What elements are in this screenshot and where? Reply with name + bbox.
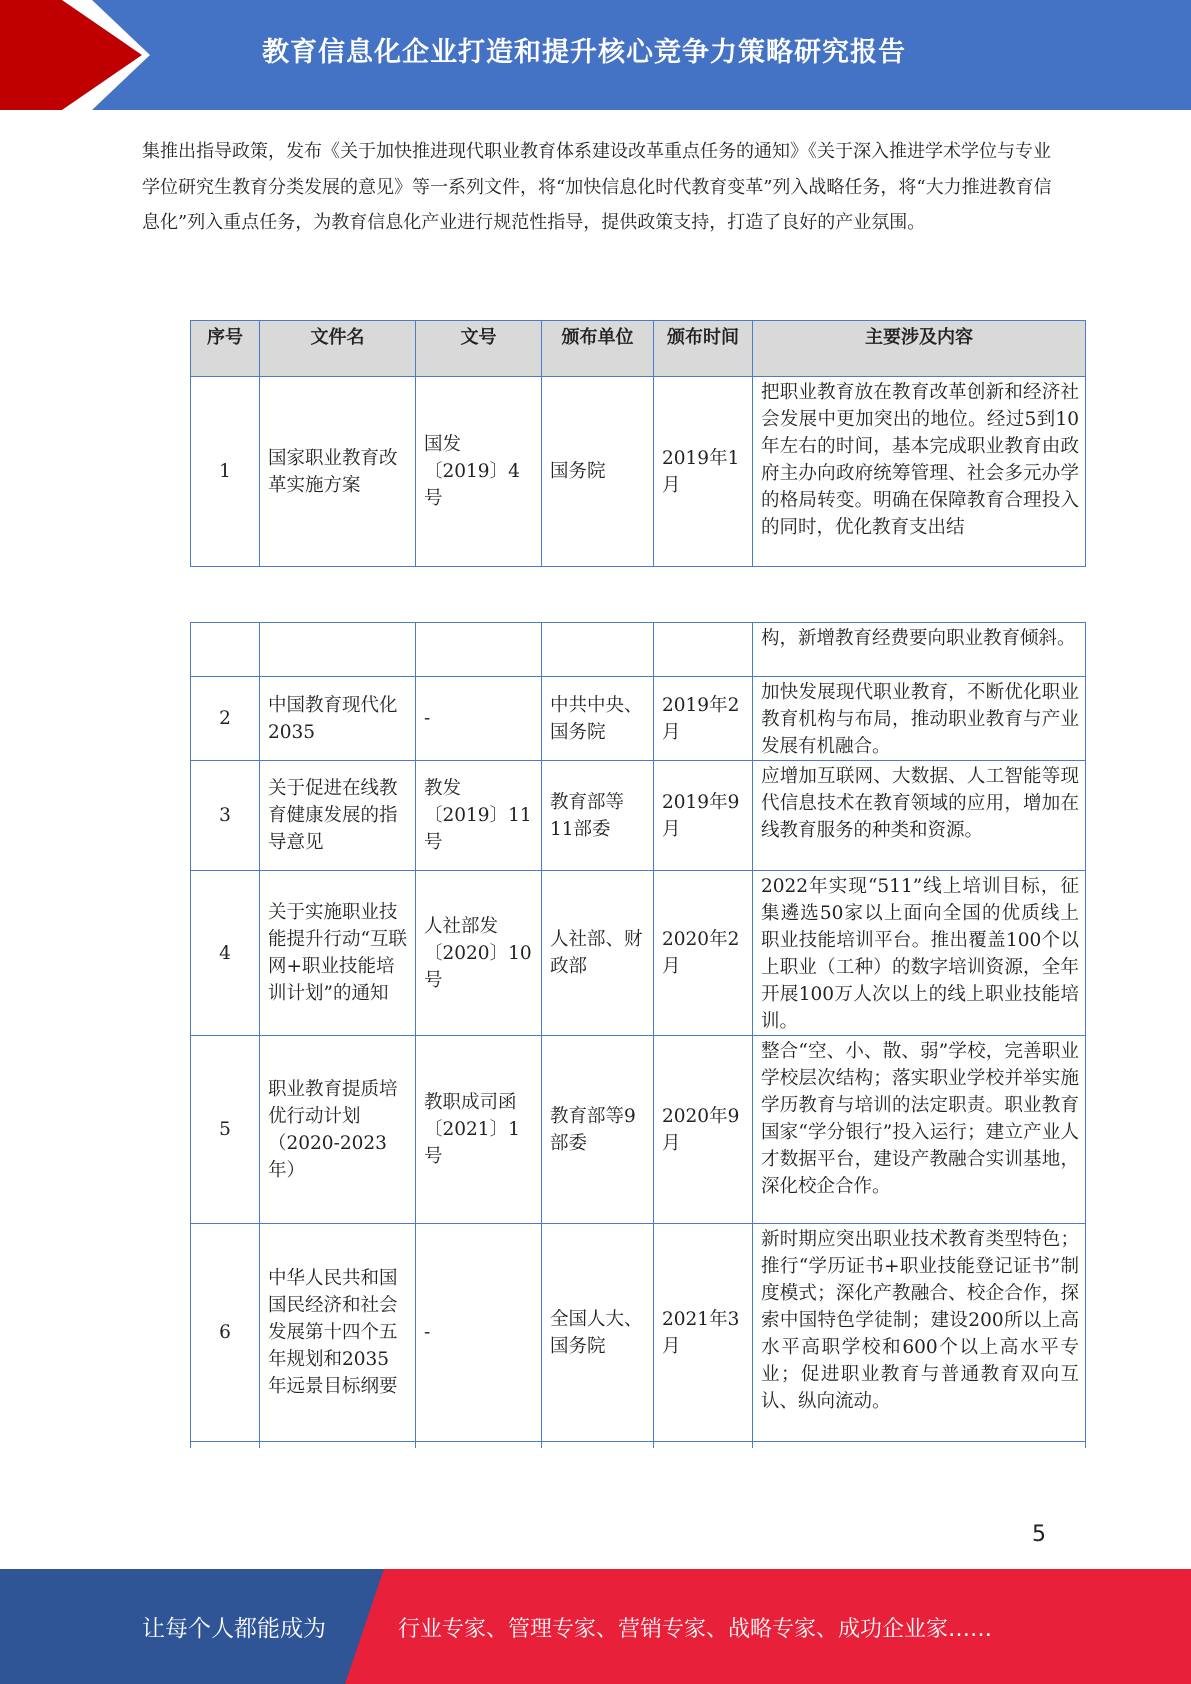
header-no: 序号	[191, 321, 260, 377]
header-doc-no: 文号	[416, 321, 542, 377]
footer-slogan-left: 让每个人都能成为	[142, 1616, 326, 1642]
row-date: 2020年9月	[654, 1036, 753, 1224]
intro-text: 集推出指导政策，发布《关于加快推进现代职业教育体系建设改革重点任务的通知》《关于深入推进学术学位与专业学位研究生教育分类发展的意见》等一系列文件，将“加快信息化时代教育变革”列入战略任务，将“大力推进教育信息化”列入重点任务，为教育信息化产业进行规范性指导，提供政策支持，打造了良好的产业氛围。	[142, 141, 1052, 233]
row-name: 中国教育现代化2035	[260, 677, 416, 761]
table-row	[191, 377, 1086, 567]
row-no	[191, 623, 260, 677]
page-number: 5	[1032, 1522, 1046, 1547]
row-doc-no: 国发〔2019〕4号	[416, 377, 542, 567]
row-doc-no: 人社部发〔2020〕10号	[416, 871, 542, 1036]
row-issuer: 教育部等9部委	[542, 1036, 654, 1224]
footer-slogan-right: 行业专家、管理专家、营销专家、战略专家、成功企业家……	[398, 1617, 993, 1642]
row-content: 加快发展现代职业教育，不断优化职业教育机构与布局，推动职业教育与产业发展有机融合。	[753, 677, 1086, 761]
row-doc-no	[416, 623, 542, 677]
table-row	[191, 677, 1086, 761]
row-date: 2019年9月	[654, 761, 753, 871]
intro-paragraph	[142, 134, 1052, 241]
row-name: 关于实施职业技能提升行动“互联网+职业技能培训计划”的通知	[260, 871, 416, 1036]
row-content: 新时期应突出职业技术教育类型特色；推行“学历证书+职业技能登记证书”制度模式；深化产教融合、校企合作，探索中国特色学徒制；建设200所以上高水平高职学校和600个以上高水平专业；促进职业教育与普通教育双向互认、纵向流动。	[753, 1224, 1086, 1442]
table-row	[191, 1036, 1086, 1224]
row-issuer: 教育部等11部委	[542, 761, 654, 871]
row-no: 5	[191, 1036, 260, 1224]
row-content: 2022年实现“511”线上培训目标，征集遴选50家以上面向全国的优质线上职业技能培训平台。推出覆盖100个以上职业（工种）的数字培训资源，全年开展100万人次以上的线上职业技能培训。	[753, 871, 1086, 1036]
row-date: 2021年3月	[654, 1224, 753, 1442]
row-issuer: 国务院	[542, 377, 654, 567]
row-no: 1	[191, 377, 260, 567]
row-content: 整合“空、小、散、弱”学校，完善职业学校层次结构；落实职业学校并举实施学历教育与培训的法定职责。职业教育国家“学分银行”投入运行；建立产业人才数据平台，建设产教融合实训基地，深化校企合作。	[753, 1036, 1086, 1224]
row-doc-no: -	[416, 1224, 542, 1442]
report-title: 教育信息化企业打造和提升核心竞争力策略研究报告	[262, 37, 906, 68]
table-row	[191, 871, 1086, 1036]
row-name	[260, 623, 416, 677]
row-doc-no: -	[416, 677, 542, 761]
header-issuer: 颁布单位	[542, 321, 654, 377]
row-issuer: 中共中央、国务院	[542, 677, 654, 761]
table-row	[191, 623, 1086, 677]
policy-table-part-1	[190, 320, 1086, 567]
row-date: 2019年1月	[654, 377, 753, 567]
row-name: 中华人民共和国国民经济和社会发展第十四个五年规划和2035年远景目标纲要	[260, 1224, 416, 1442]
policy-table-part-2	[190, 622, 1086, 1448]
table-row	[191, 761, 1086, 871]
row-doc-no: 教职成司函〔2021〕1号	[416, 1036, 542, 1224]
table-header-row	[191, 321, 1086, 377]
row-no: 2	[191, 677, 260, 761]
row-name: 国家职业教育改革实施方案	[260, 377, 416, 567]
row-no: 4	[191, 871, 260, 1036]
header-name: 文件名	[260, 321, 416, 377]
row-date	[654, 623, 753, 677]
row-date: 2020年2月	[654, 871, 753, 1036]
row-issuer: 人社部、财政部	[542, 871, 654, 1036]
header-date: 颁布时间	[654, 321, 753, 377]
row-issuer	[542, 623, 654, 677]
row-no: 6	[191, 1224, 260, 1442]
header-content: 主要涉及内容	[753, 321, 1086, 377]
table-row-cut-off	[191, 1442, 1086, 1448]
page-footer	[0, 1569, 1191, 1684]
row-doc-no: 教发〔2019〕11号	[416, 761, 542, 871]
table-row	[191, 1224, 1086, 1442]
row-date: 2019年2月	[654, 677, 753, 761]
row-name: 职业教育提质培优行动计划（2020-2023年）	[260, 1036, 416, 1224]
row-issuer: 全国人大、国务院	[542, 1224, 654, 1442]
row-content: 应增加互联网、大数据、人工智能等现代信息技术在教育领域的应用，增加在线教育服务的种类和资源。	[753, 761, 1086, 871]
row-name: 关于促进在线教育健康发展的指导意见	[260, 761, 416, 871]
row-content: 把职业教育放在教育改革创新和经济社会发展中更加突出的地位。经过5到10年左右的时间，基本完成职业教育由政府主办向政府统筹管理、社会多元办学的格局转变。明确在保障教育合理投入的同时，优化教育支出结	[753, 377, 1086, 567]
page-header	[0, 0, 1191, 110]
row-content: 构，新增教育经费要向职业教育倾斜。	[753, 623, 1086, 677]
row-no: 3	[191, 761, 260, 871]
